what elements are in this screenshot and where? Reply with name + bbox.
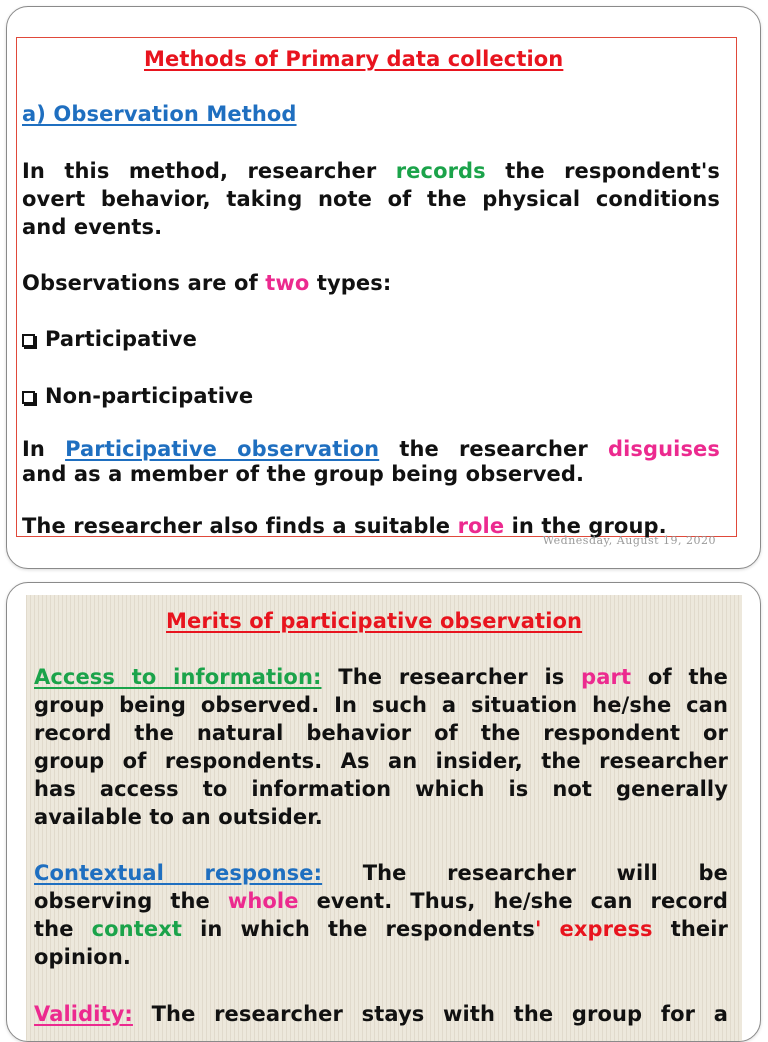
highlight-express: express [559,917,653,941]
paragraph-1-line-2: overt behavior, taking note of the physical conditions [22,187,720,211]
access-line-4: group of respondents. As an insider, the researcher [34,749,728,773]
paragraph-3-line-2: and as a member of the group being observed. [22,462,585,486]
context-line-4: opinion. [34,945,131,969]
context-line-2 [34,887,728,915]
checkbox-bullet-icon [22,391,35,404]
context-line-3 [34,915,728,943]
highlight-part: part [581,665,632,689]
text-fragment: of the [647,665,728,689]
access-line-2: group being observed. In such a situation he/she can [34,693,728,717]
apostrophe-mark: ' [534,917,542,941]
paragraph-1-line-1 [22,157,720,185]
term-contextual-response: Contextual response: [34,861,323,885]
text-fragment: event. Thus, he/she can record [316,889,728,913]
access-line-5: has access to information which is not generally [34,777,728,801]
text-fragment: in which the respondents [200,917,535,941]
term-validity: Validity: [34,1002,133,1026]
highlight-context: context [91,917,183,941]
context-line-1 [34,859,728,887]
text-fragment: types: [316,271,392,295]
text-fragment: The researcher stays with the group for a [151,1002,728,1026]
highlight-role: role [457,514,505,538]
term-access-to-information: Access to information: [34,665,322,689]
slide-1-title: Methods of Primary data collection [144,47,564,71]
text-fragment: the researcher [399,437,588,461]
text-fragment: the [34,917,74,941]
paragraph-1-line-3: and events. [22,215,163,239]
checkbox-bullet-icon [22,334,35,347]
paragraph-3-line-1 [22,435,720,463]
text-fragment: The researcher will be [362,861,728,885]
text-fragment: in the group. [511,514,667,538]
highlight-records: records [395,159,486,183]
section-heading-observation: a) Observation Method [22,102,297,126]
highlight-two: two [265,271,310,295]
bullet-label: Participative [45,327,197,351]
text-fragment: the respondent's [505,159,721,183]
access-line-3: record the natural behavior of the respondent or [34,721,728,745]
slide-2 [6,582,761,1042]
text-fragment: Observations are of [22,271,258,295]
highlight-whole: whole [227,889,299,913]
term-participative-observation: Participative observation [65,437,380,461]
text-fragment: In this method, researcher [22,159,377,183]
access-line-6: available to an outsider. [34,805,323,829]
bullet-label: Non-participative [45,384,254,408]
slide-date-footer: Wednesday, August 19, 2020 [542,534,716,547]
bullet-participative [22,325,197,353]
text-fragment: their [670,917,729,941]
text-fragment: In [22,437,45,461]
text-fragment: The researcher is [338,665,565,689]
bullet-non-participative [22,382,253,410]
access-line-1 [34,663,728,691]
text-fragment: observing the [34,889,210,913]
text-fragment: The researcher also finds a suitable [22,514,451,538]
highlight-disguises: disguises [607,437,720,461]
slide-2-title: Merits of participative observation [166,609,583,633]
paragraph-2 [22,269,391,297]
slide-1 [6,6,761,569]
